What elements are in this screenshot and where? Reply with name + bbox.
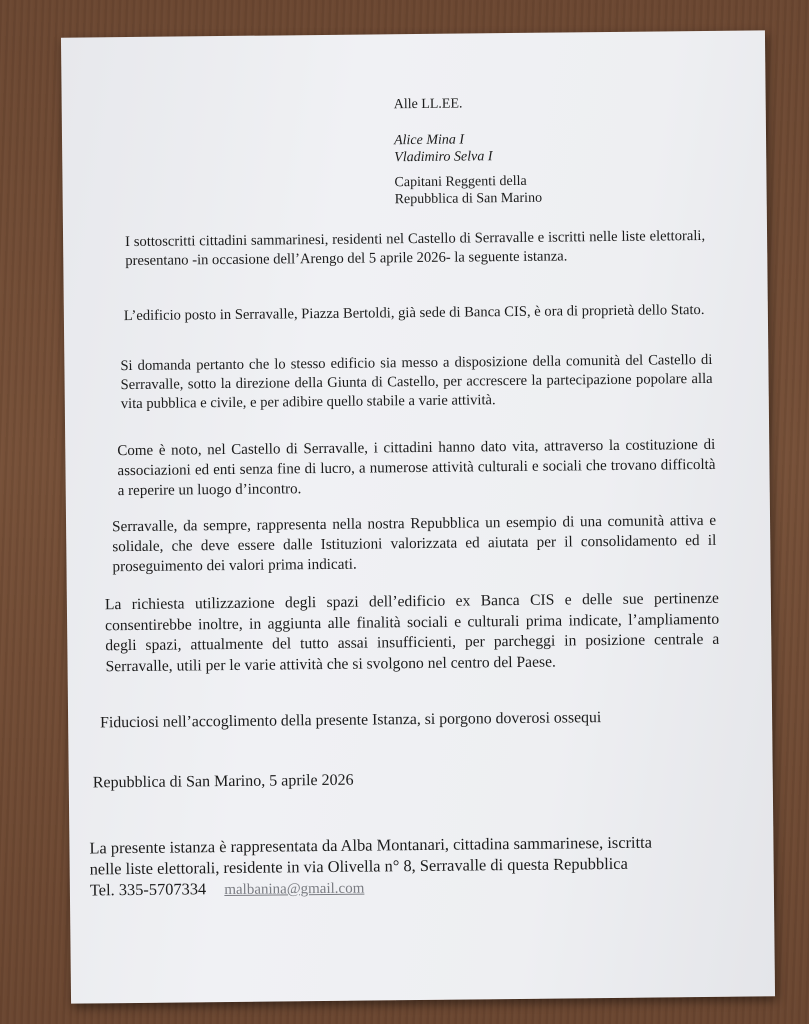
footer-line-1: La presente istanza è rappresentata da Alba Montanari, cittadina sammarinese, iscritta xyxy=(89,832,653,858)
paragraph-closing: Fiduciosi nell’accoglimento della presente Istanza, si porgono doverosi ossequi xyxy=(100,709,602,732)
recipient-names xyxy=(394,131,493,166)
letter-sheet xyxy=(61,30,775,1003)
recipient-name-2: Vladimiro Selva I xyxy=(394,149,493,166)
footer-phone: Tel. 335-5707334 xyxy=(89,879,207,900)
recipient-title-line-1: Capitani Reggenti della xyxy=(394,173,527,191)
recipient-name-1: Alice Mina I xyxy=(393,132,465,149)
paragraph-community: Serravalle, da sempre, rappresenta nella nostra Repubblica un esempio di una comunità attiva e solidale, che deve essere dalle Istituzioni valorizzata ed aiutata per il consolidamento ed il proseguimento dei valori prima indicati. xyxy=(111,511,717,576)
paragraph-associations: Come è noto, nel Castello di Serravalle, i cittadini hanno dato vita, attraverso la costituzione di associazioni ed enti senza fine di lucro, a numerose attività culturali e sociali che trovano difficoltà a reperire un luogo d’incontro. xyxy=(117,436,716,500)
footer-line-2: nelle liste elettorali, residente in via Olivella n° 8, Serravalle di questa Repubblica xyxy=(89,853,628,879)
representative-footer xyxy=(89,831,730,903)
place-date: Repubblica di San Marino, 5 aprile 2026 xyxy=(92,771,354,792)
recipient-line: Alle LL.EE. xyxy=(393,96,463,113)
paragraph-parking: La richiesta utilizzazione degli spazi dell’edificio ex Banca CIS e delle sue pertinenze consentirebbe inoltre, in aggiunta alle finalità sociali e culturali prima indicate, l’ampliamento degli spazi, attualmente del tutto assai insufficienti, per parcheggi in posizione centrale a Serravalle, utili per le varie attività che si svolgono nel centro del Paese. xyxy=(104,589,720,675)
paragraph-request: Si domanda pertanto che lo stesso edificio sia messo a disposizione della comunità del Castello di Serravalle, sotto la direzione della Giunta di Castello, per accrescere la partecipazione popolare alla vita pubblica e civile, e per adibire quello stabile a varie attività. xyxy=(120,351,713,413)
recipient-title xyxy=(394,173,542,209)
recipient-title-line-2: Repubblica di San Marino xyxy=(394,190,543,208)
footer-email-link[interactable]: malbanina@gmail.com xyxy=(224,880,365,899)
paragraph-intro: I sottoscritti cittadini sammarinesi, residenti nel Castello di Serravalle e iscritti nelle liste elettorali, presentano -in occasione dell’Arengo del 5 aprile 2026- la seguente istanza. xyxy=(125,227,706,270)
paragraph-building: L’edificio posto in Serravalle, Piazza Bertoldi, già sede di Banca CIS, è ora di proprietà dello Stato. xyxy=(123,301,705,325)
